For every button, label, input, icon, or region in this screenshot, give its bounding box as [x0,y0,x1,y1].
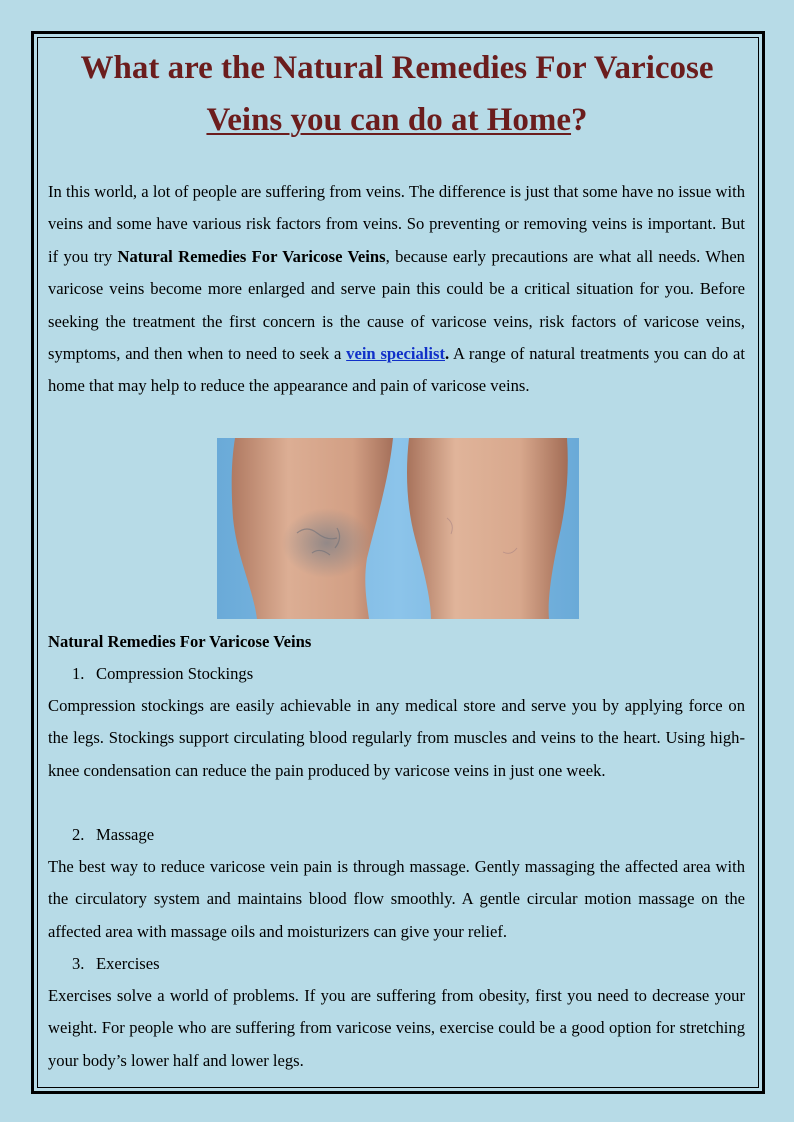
page-title [40,42,754,146]
remedy-3-number: 3. [72,954,85,973]
vein-specialist-link[interactable]: vein specialist [346,344,445,364]
title-question-mark: ? [571,102,588,138]
remedy-3-paragraph: Exercises solve a world of problems. If you are suffering from obesity, first you need to decrease your weight. For people who are suffering from varicose veins, exercise could be a good option for stretching your body’s lower half and lower legs. [48,986,745,1070]
remedy-1-title [72,658,253,690]
remedy-3-label: Exercises [96,954,160,973]
remedy-1-paragraph: Compression stockings are easily achievable in any medical store and serve you by applying force on the legs. Stockings support circulating blood regularly from muscles and veins to the heart. Using high-knee condensation can reduce the pain produced by varicose veins in just one week. [48,696,745,780]
intro-text-3: A range of natural treatments you can do at home that may help to reduce the appearance and pain of varicose veins. [48,344,745,396]
remedy-1-label: Compression Stockings [96,664,254,683]
intro-text-2: , because early precautions are what all needs. When varicose veins become more enlarged and serve pain this could be a critical situation for you. Before seeking the treatment the first concern is the cause of varicose veins, risk factors of varicose veins, symptoms, and then when to need to seek a [48,246,745,364]
intro-paragraph [48,176,745,403]
legs-with-varicose-veins-photo [217,438,579,619]
remedies-heading: Natural Remedies For Varicose Veins [48,632,312,651]
remedy-2-paragraph: The best way to reduce varicose vein pain is through massage. Gently massaging the affected area with the circulatory system and maintains blood flow smoothly. A gentle circular motion massage on the affected area with massage oils and moisturizers can give your relief. [48,857,745,941]
title-line-2: Veins you can do at Home [206,102,572,138]
intro-text-1: In this world, a lot of people are suffering from veins. The difference is just that some have no issue with veins and some have various risk factors from veins. So preventing or removing veins is important. But if you try [48,182,745,266]
remedy-2-label: Massage [96,825,155,844]
remedy-1-number: 1. [72,664,85,683]
remedy-2-title [72,819,154,851]
intro-bold-keyword: Natural Remedies For Varicose Veins [117,246,386,266]
remedy-2-number: 2. [72,825,85,844]
remedy-3-title [72,948,160,980]
legs-photo-svg [217,438,579,619]
title-line-1: What are the Natural Remedies For Varicose [80,50,714,86]
link-period: . [445,344,450,364]
